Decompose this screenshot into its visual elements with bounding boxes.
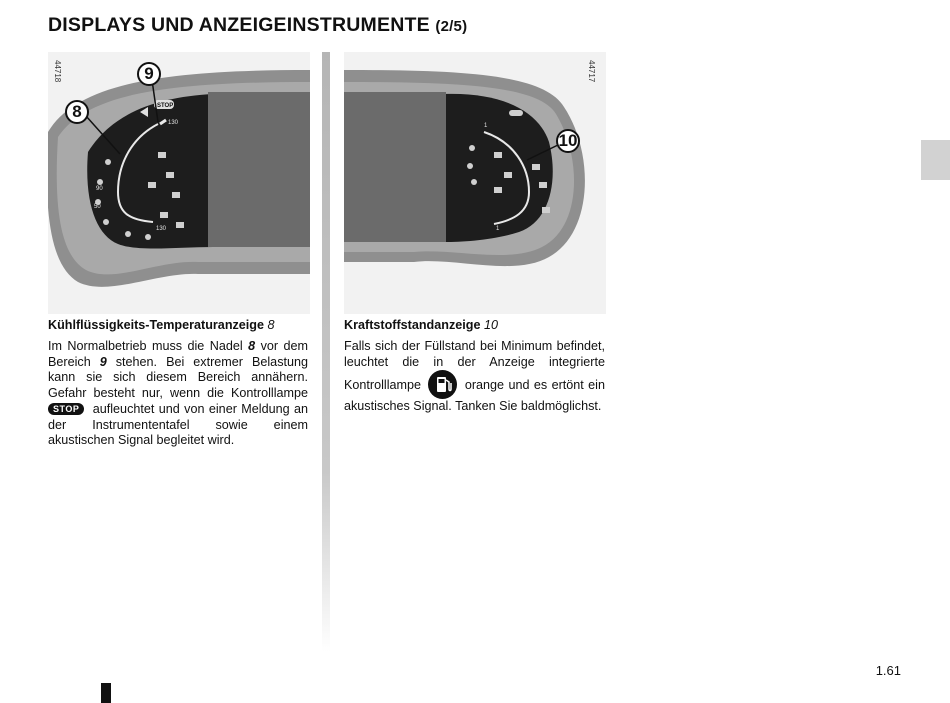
- paragraph-part: orange und es ertönt ein akustisches Signal. Tanken Sie baldmöglichst.: [344, 378, 605, 414]
- chapter-tab: [921, 140, 950, 180]
- column-divider: [322, 52, 330, 652]
- gauge-label: 90: [96, 186, 103, 192]
- page-title-suffix: (2/5): [435, 18, 468, 35]
- gauge-label: 130: [168, 120, 179, 126]
- paragraph-part: vor dem Bereich: [48, 339, 309, 369]
- heading-ref: 8: [267, 318, 275, 332]
- paragraph-part: aufleuchtet und von einer Meldung an der Instrumententafel sowie einem akustischen Signal begleitet wird.: [48, 401, 309, 448]
- fuel-pump-icon: [428, 370, 457, 399]
- figure-fuel-gauge: [344, 52, 606, 314]
- page-title: [48, 14, 467, 37]
- instrument-cluster-left-illustration: [48, 52, 310, 314]
- paragraph-part: Falls sich der Füllstand bei Minimum befindet, leuchtet die in der Anzeige integrierte Kontrolllampe: [344, 339, 605, 393]
- ref-number: 9: [99, 354, 107, 369]
- heading-text: Kraftstoffstandanzeige: [344, 318, 481, 332]
- gauge-label: 1: [484, 123, 488, 129]
- callout-10: 10: [556, 129, 580, 153]
- heading-ref: 10: [483, 318, 498, 332]
- page-number: 1.61: [875, 663, 901, 678]
- crop-mark: [101, 683, 111, 703]
- figure-reference-code: 44718: [53, 60, 62, 83]
- stop-warning-icon: STOP: [48, 403, 84, 415]
- callout-8: 8: [65, 100, 89, 124]
- gauge-label: 130: [156, 226, 167, 232]
- paragraph-temperature: [48, 339, 308, 449]
- section-heading-fuel: [344, 318, 498, 332]
- paragraph-part: stehen. Bei extremer Belastung kann sie sich diesem Bereich annähern. Gefahr besteht nur, wenn die Kontrolllampe: [48, 354, 308, 401]
- ref-number: 8: [248, 339, 256, 353]
- section-heading-temperature: [48, 318, 275, 332]
- callout-9: 9: [137, 62, 161, 86]
- figure-temperature-gauge: [48, 52, 310, 314]
- figure-reference-code: 44717: [587, 60, 596, 83]
- gauge-label: 1: [496, 226, 500, 232]
- stop-label: STOP: [157, 103, 174, 109]
- page-title-text: DISPLAYS UND ANZEIGEINSTRUMENTE: [48, 14, 430, 36]
- paragraph-fuel: [344, 339, 605, 415]
- heading-text: Kühlflüssigkeits-Temperaturanzeige: [48, 318, 265, 332]
- gauge-label: 50: [94, 204, 101, 210]
- paragraph-part: Im Normalbetrieb muss die Nadel: [48, 339, 243, 353]
- instrument-cluster-right-illustration: [344, 52, 606, 314]
